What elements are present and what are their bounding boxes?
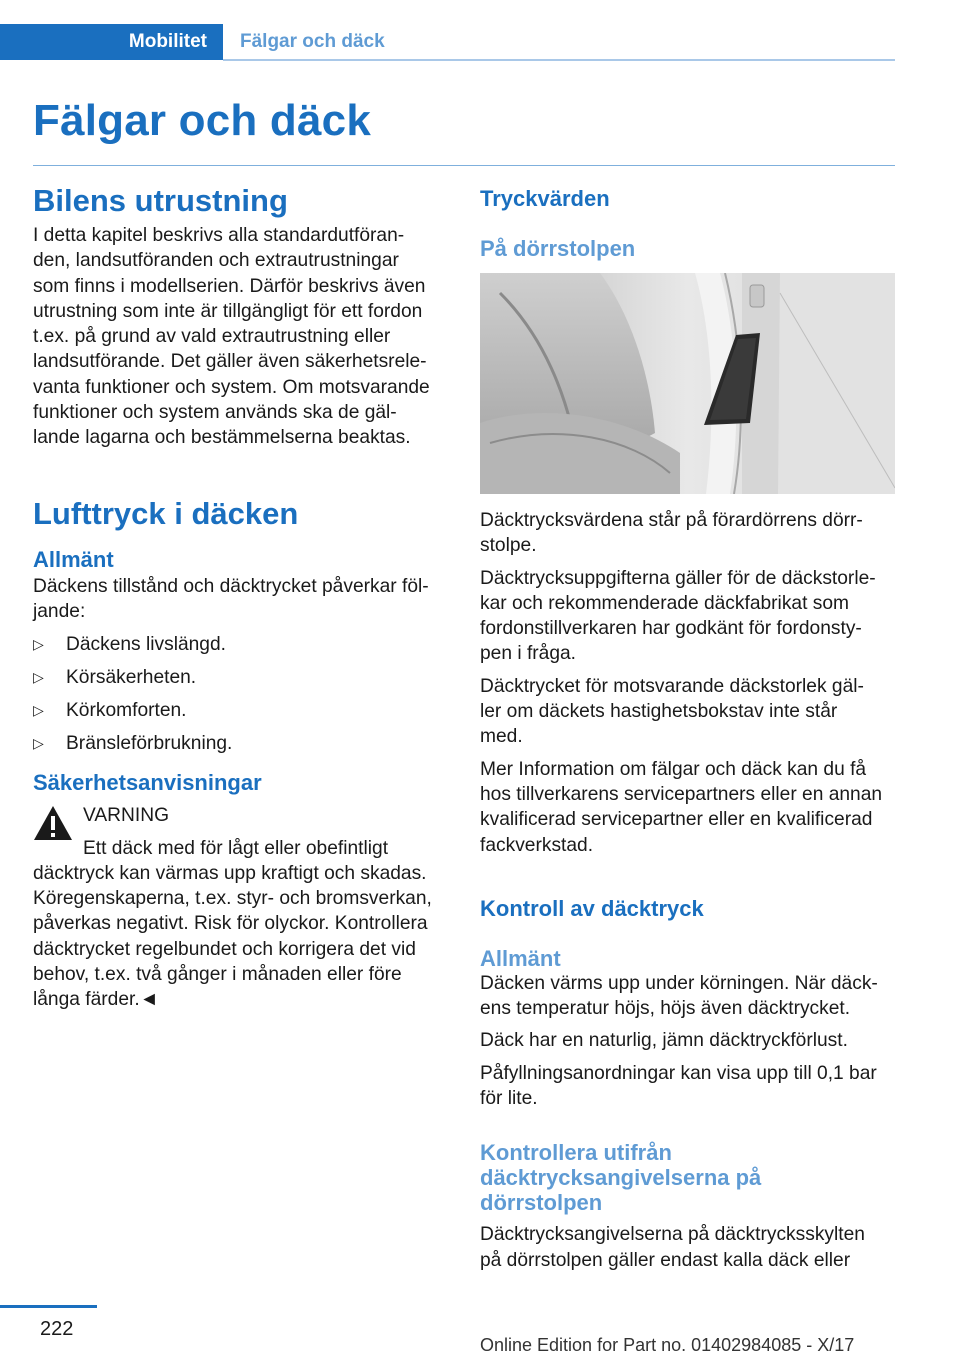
list-item: ▷ Däckens livslängd. <box>33 634 226 656</box>
triangle-bullet-icon: ▷ <box>33 669 44 686</box>
door-pillar-illustration <box>480 273 895 494</box>
paragraph-tire-sizes: Däcktrycksuppgifterna gäller för de däckstorle- kar och rekommenderade däckfabrikat som fordonstillverkaren har godkänt för fordonsty- pen i fråga. <box>480 567 876 665</box>
door-pillar-photo <box>480 273 895 494</box>
page-title: Fälgar och däck <box>33 96 372 145</box>
heading-tryckvarden: Tryckvärden <box>480 186 610 211</box>
heading-bilens-utrustning: Bilens utrustning <box>33 183 288 218</box>
bullet-list <box>33 632 448 764</box>
title-divider <box>33 165 895 166</box>
heading-sakerhetsanvisningar: Säkerhetsanvisningar <box>33 770 262 796</box>
heading-pa-dorrstolpen: På dörrstolpen <box>480 236 636 261</box>
paragraph-more-info: Mer Information om fälgar och däck kan du få hos tillverkarens servicepartners eller en annan kvalificerad servicepartner eller en kvalificerad fackverkstad. <box>480 758 883 856</box>
triangle-bullet-icon: ▷ <box>33 702 44 719</box>
paragraph-door-values: Däcktrycksvärdena står på förardörrens dörr- stolpe. <box>480 510 863 557</box>
tab-mobilitet[interactable]: Mobilitet <box>0 24 223 60</box>
subheading-allmant: Allmänt <box>33 546 114 572</box>
paragraph-pressure-loss: Däck har en naturlig, jämn däcktryckförlust. <box>480 1030 848 1052</box>
warning-block: VARNING Ett däck med för lågt eller obefintligt däcktryck kan värmas upp kraftigt och skadas. Köregenskaperna, t.ex. styr- och bromsverkan, påverkas negativt. Risk för olyckor. Kontrollera däcktrycket regelbundet och korrigera det vid behov, t.ex. två gånger i månaden eller före långa färder.◄ <box>33 803 448 1012</box>
tab-falgar-och-dack[interactable]: Fälgar och däck <box>240 31 385 52</box>
heading-allmant-right: Allmänt <box>480 945 561 971</box>
paragraph-condition: Däckens tillstånd och däcktrycket påverkar föl- jande: <box>33 575 429 622</box>
footer-divider <box>0 1305 97 1308</box>
list-item: ▷ Bränsleförbrukning. <box>33 733 233 755</box>
heading-lufttryck: Lufttryck i däcken <box>33 495 299 531</box>
paragraph-cold-tires: Däcktrycksangivelserna på däcktrycksskylten på dörrstolpen gäller endast kalla däck eller <box>480 1224 865 1271</box>
list-item: ▷ Körsäkerheten. <box>33 667 197 689</box>
edition-text: Online Edition for Part no. 01402984085 - X/17 <box>480 1335 855 1355</box>
paragraph-heating: Däcken värms upp under körningen. När däck- ens temperatur höjs, höjs även däcktrycket. <box>480 972 878 1020</box>
warning-triangle-icon <box>33 805 73 841</box>
triangle-bullet-icon: ▷ <box>33 735 44 752</box>
heading-kontroll-dacktryck: Kontroll av däcktryck <box>480 895 704 921</box>
paragraph-filling-devices: Påfyllningsanordningar kan visa upp till 0,1 bar för lite. <box>480 1062 877 1110</box>
heading-kontrollera-utifran: Kontrollera utifrån däcktrycksangivelserna på dörrstolpen <box>480 1140 762 1216</box>
triangle-bullet-icon: ▷ <box>33 636 44 653</box>
warning-label: VARNING <box>83 805 169 827</box>
left-column <box>33 176 448 1013</box>
list-item: ▷ Körkomforten. <box>33 700 187 722</box>
paragraph-equipment: I detta kapitel beskrivs alla standardutföran- den, landsutföranden och extrautrustningar som finns i modellserien. Därför beskrivs även utrustning som inte är tillgängligt för ett fordon t.ex. på grund av vald extrautrustning eller landsutförande. Det gäller även säkerhetsrele- vanta funktioner och system. Om motsvarande funktioner och system används ska de gäl- lande lagarna och bestämmelserna beaktas. <box>33 225 430 449</box>
header-divider <box>223 59 895 61</box>
header-bar <box>0 24 895 62</box>
right-column <box>480 176 895 1273</box>
paragraph-speed-letter: Däcktrycket för motsvarande däckstorlek gäl- ler om däckets hastighetsbokstav inte står med. <box>480 675 864 748</box>
page-number: 222 <box>40 1318 74 1340</box>
